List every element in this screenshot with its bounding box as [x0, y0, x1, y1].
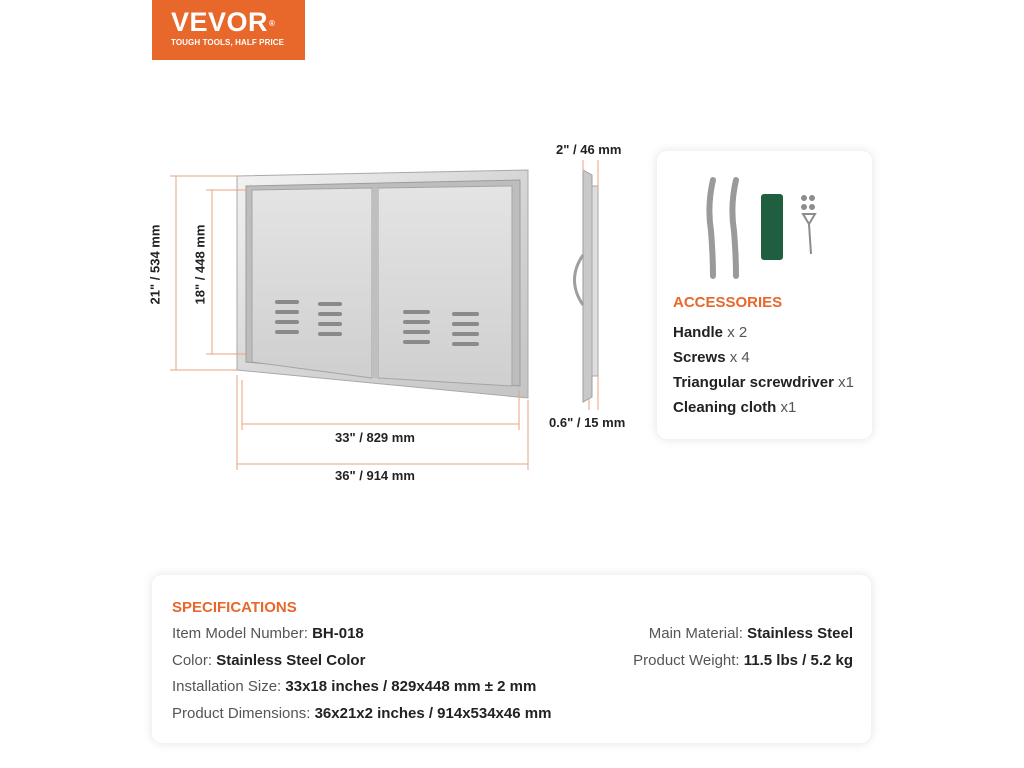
inner-width-label: 33" / 829 mm [335, 430, 415, 445]
spec-product-weight: Product Weight: 11.5 lbs / 5.2 kg [633, 652, 853, 669]
accessories-card [657, 151, 872, 439]
top-depth-label: 2" / 46 mm [556, 142, 622, 157]
access-door-side-view [575, 170, 599, 402]
specifications-card [152, 575, 871, 743]
access-door-front-view [237, 170, 528, 398]
logo-registered-mark: ® [269, 19, 276, 28]
accessories-list [673, 294, 854, 420]
spec-installation-size: Installation Size: 33x18 inches / 829x448 mm ± 2 mm [172, 678, 537, 695]
list-item: Triangular screwdriver x1 [673, 374, 854, 391]
spec-product-dimensions: Product Dimensions: 36x21x2 inches / 914x534x46 mm [172, 705, 552, 722]
logo-brand: VEVOR [171, 7, 269, 37]
specifications-title: SPECIFICATIONS [172, 599, 297, 616]
inner-height-label: 18" / 448 mm [192, 224, 208, 305]
list-item: Screws x 4 [673, 349, 750, 366]
outer-width-label: 36" / 914 mm [335, 468, 415, 483]
handle-icon [709, 180, 736, 276]
list-item: Handle x 2 [673, 324, 748, 341]
screws-icon [801, 195, 815, 210]
spec-main-material: Main Material: Stainless Steel [648, 625, 853, 642]
cleaning-cloth-icon [761, 194, 783, 260]
accessories-title: ACCESSORIES [673, 294, 783, 311]
logo-tagline: TOUGH TOOLS, HALF PRICE [171, 38, 285, 47]
list-item: Cleaning cloth x1 [673, 399, 797, 416]
screwdriver-icon [803, 214, 815, 254]
frame-depth-label: 0.6" / 15 mm [549, 415, 626, 430]
spec-color: Color: Stainless Steel Color [172, 652, 366, 669]
outer-height-label: 21" / 534 mm [147, 224, 163, 305]
accessories-illustration [687, 176, 847, 281]
spec-model: Item Model Number: BH-018 [172, 625, 364, 642]
